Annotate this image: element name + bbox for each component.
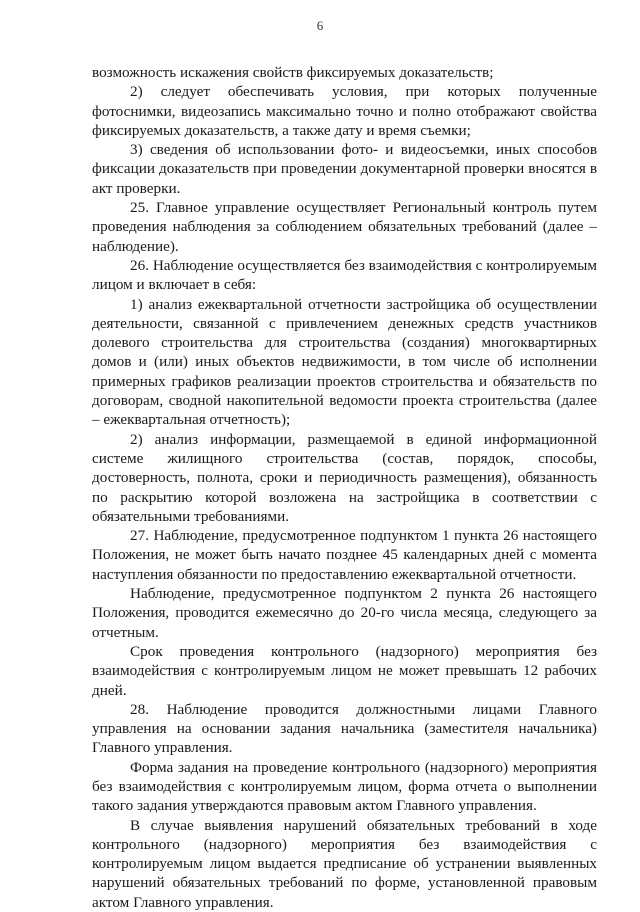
paragraph-3: 3) сведения об использовании фото- и видеосъемки, иных способов фиксации доказательств при проведении документарной проверки вносятся в акт проверки. — [92, 141, 597, 197]
paragraph-9: Наблюдение, предусмотренное подпунктом 2 пункта 26 настоящего Положения, проводится ежемесячно до 20-го числа месяца, следующего за отчетным. — [92, 585, 597, 641]
page-number: 6 — [316, 18, 324, 33]
paragraph-8: 27. Наблюдение, предусмотренное подпунктом 1 пункта 26 настоящего Положения, не может быть начато позднее 45 календарных дней с момента наступления обязанности по предоставлению ежеквартальной отчетности. — [92, 527, 597, 583]
paragraph-13: В случае выявления нарушений обязательных требований в ходе контрольного (надзорного) мероприятия без взаимодействия с контролируемым лицом выдается предписание об устранении выявленных нарушений обязательных требований по форме, установленной правовым актом Главного управления. — [92, 816, 597, 911]
paragraph-11: 28. Наблюдение проводится должностными лицами Главного управления на основании задания начальника (заместителя начальника) Главного управления. — [92, 700, 597, 757]
paragraph-10: Срок проведения контрольного (надзорного) мероприятия без взаимодействия с контролируемым лицом не может превышать 12 рабочих дней. — [92, 642, 597, 699]
paragraph-6: 1) анализ ежеквартальной отчетности застройщика об осуществлении деятельности, связанной с привлечением денежных средств участников долевого строительства для строительства (создания) многоквартирных домов и (или) иных объектов недвижимости, в том числе об исполнении примерных графиков реализации проектов строительства и обязательств по договорам, сводной накопительной ведомости проекта строительства (далее – ежеквартальная отчетность); — [92, 295, 597, 429]
paragraph-1: возможность искажения свойств фиксируемых доказательств; — [92, 64, 494, 81]
paragraph-2: 2) следует обеспечивать условия, при которых полученные фотоснимки, видеозапись максимально точно и полно отображают свойства фиксируемых доказательств, а также дату и время съемки; — [92, 83, 597, 139]
paragraph-5: 26. Наблюдение осуществляется без взаимодействия с контролируемым лицом и включает в себя: — [92, 256, 597, 294]
paragraph-12: Форма задания на проведение контрольного (надзорного) мероприятия без взаимодействия с контролируемым лицом, форма отчета о выполнении такого задания утверждаются правовым актом Главного управления. — [92, 758, 597, 815]
document-body — [92, 63, 597, 912]
paragraph-7: 2) анализ информации, размещаемой в единой информационной системе жилищного строительства (состав, порядок, способы, достоверность, полнота, сроки и периодичность размещения), обязанность по раскрытию которой возложена на застройщика в соответствии с обязательными требованиями. — [92, 430, 597, 525]
paragraph-4: 25. Главное управление осуществляет Региональный контроль путем проведения наблюдения за соблюдением обязательных требований (далее – наблюдение). — [92, 199, 597, 255]
